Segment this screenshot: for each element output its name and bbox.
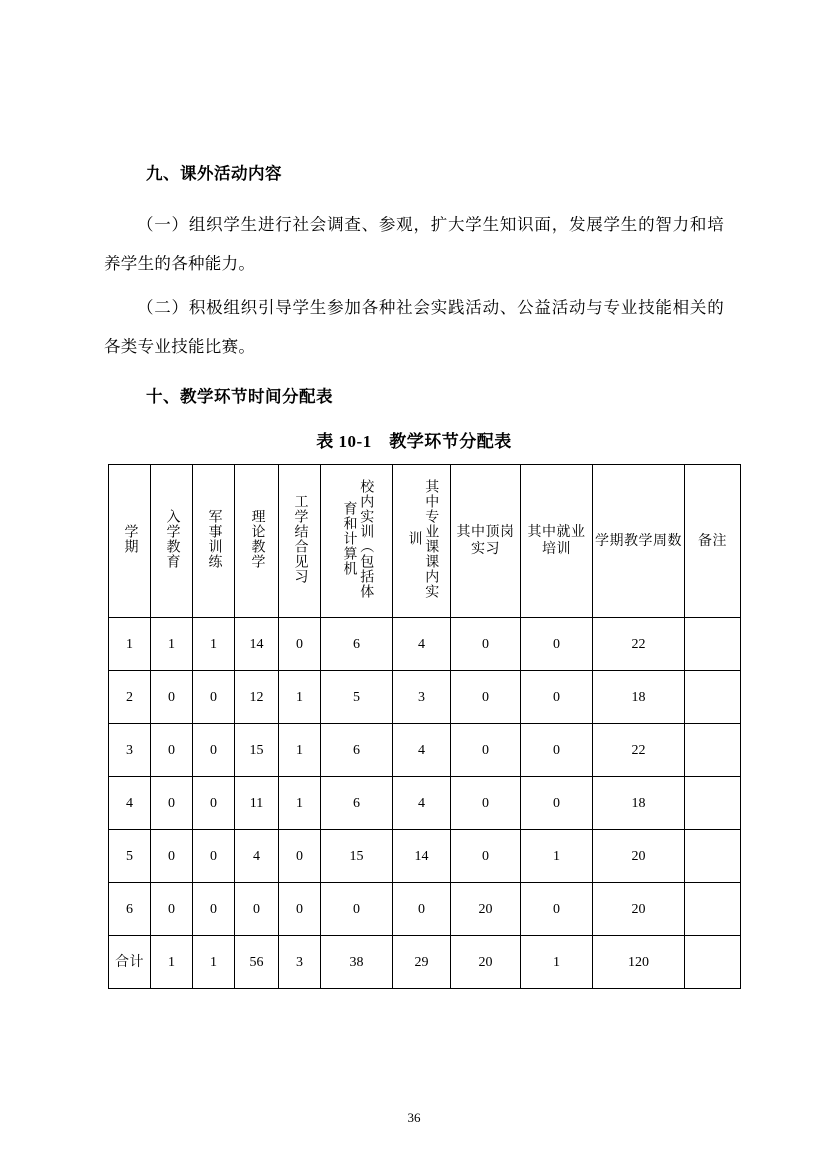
cell-military-training: 1 xyxy=(193,936,235,989)
cell-post-internship: 0 xyxy=(451,671,521,724)
cell-semester: 5 xyxy=(109,830,151,883)
cell-military-training: 0 xyxy=(193,883,235,936)
header-text: 学期 xyxy=(122,523,138,554)
header-text: 学期教学周数 xyxy=(595,533,682,549)
cell-teaching-weeks: 22 xyxy=(593,618,685,671)
table-row xyxy=(109,777,741,830)
cell-employment-training: 0 xyxy=(521,618,593,671)
total-label: 合计 xyxy=(115,954,144,970)
cell-semester: 4 xyxy=(109,777,151,830)
cell-entrance-education: 1 xyxy=(151,936,193,989)
cell-work-study: 1 xyxy=(279,777,321,830)
header-cell-major-course-training xyxy=(393,465,451,618)
header-cell-employment-training xyxy=(521,465,593,618)
teaching-schedule-table xyxy=(108,464,741,989)
header-cell-military-training xyxy=(193,465,235,618)
cell-teaching-weeks: 20 xyxy=(593,883,685,936)
cell-theory-teaching: 15 xyxy=(235,724,279,777)
header-cell-remarks xyxy=(685,465,741,618)
cell-entrance-education: 0 xyxy=(151,883,193,936)
cell-campus-training: 15 xyxy=(321,830,393,883)
table-row xyxy=(109,671,741,724)
section-nine-heading: 九、课外活动内容 xyxy=(146,164,282,183)
cell-teaching-weeks: 20 xyxy=(593,830,685,883)
header-cell-work-study xyxy=(279,465,321,618)
cell-military-training: 0 xyxy=(193,671,235,724)
table-row xyxy=(109,618,741,671)
header-text: 入学教育 xyxy=(164,508,180,569)
table-row xyxy=(109,830,741,883)
cell-semester: 1 xyxy=(109,618,151,671)
cell-post-internship: 20 xyxy=(451,883,521,936)
cell-campus-training: 0 xyxy=(321,883,393,936)
cell-post-internship: 0 xyxy=(451,618,521,671)
header-text: 其中顶岗实习 xyxy=(456,525,515,557)
cell-theory-teaching: 11 xyxy=(235,777,279,830)
cell-campus-training: 6 xyxy=(321,724,393,777)
paragraph-one: （一）组织学生进行社会调查、参观，扩大学生知识面，发展学生的智力和培养学生的各种能力。 xyxy=(104,215,724,273)
cell-employment-training: 0 xyxy=(521,724,593,777)
cell-major-course-training: 3 xyxy=(393,671,451,724)
cell-employment-training: 0 xyxy=(521,671,593,724)
cell-theory-teaching: 12 xyxy=(235,671,279,724)
table-header-row xyxy=(109,465,741,618)
cell-major-course-training: 4 xyxy=(393,618,451,671)
cell-theory-teaching: 4 xyxy=(235,830,279,883)
cell-theory-teaching: 56 xyxy=(235,936,279,989)
cell-semester: 6 xyxy=(109,883,151,936)
section-ten-heading: 十、教学环节时间分配表 xyxy=(146,387,333,406)
header-cell-campus-training xyxy=(321,465,393,618)
cell-remarks xyxy=(685,777,741,830)
cell-remarks xyxy=(685,724,741,777)
header-text: 工学结合见习 xyxy=(292,493,308,584)
cell-remarks xyxy=(685,830,741,883)
table-total-row xyxy=(109,936,741,989)
cell-work-study: 1 xyxy=(279,671,321,724)
cell-remarks xyxy=(685,618,741,671)
cell-teaching-weeks: 18 xyxy=(593,671,685,724)
table-row xyxy=(109,724,741,777)
header-cell-semester xyxy=(109,465,151,618)
cell-work-study: 1 xyxy=(279,724,321,777)
cell-entrance-education: 0 xyxy=(151,724,193,777)
cell-employment-training: 1 xyxy=(521,936,593,989)
header-text: 军事训练 xyxy=(206,508,222,569)
cell-work-study: 0 xyxy=(279,830,321,883)
cell-semester: 2 xyxy=(109,671,151,724)
table-caption: 表 10-1 教学环节分配表 xyxy=(316,432,512,451)
cell-military-training: 0 xyxy=(193,724,235,777)
page-content xyxy=(104,0,727,1170)
cell-post-internship: 0 xyxy=(451,830,521,883)
cell-employment-training: 0 xyxy=(521,777,593,830)
cell-theory-teaching: 0 xyxy=(235,883,279,936)
cell-semester: 3 xyxy=(109,724,151,777)
cell-military-training: 0 xyxy=(193,830,235,883)
cell-military-training: 1 xyxy=(193,618,235,671)
cell-campus-training: 6 xyxy=(321,777,393,830)
cell-employment-training: 0 xyxy=(521,883,593,936)
paragraph-two: （二）积极组织引导学生参加各种社会实践活动、公益活动与专业技能相关的各类专业技能比赛。 xyxy=(104,298,724,356)
header-cell-entrance-education xyxy=(151,465,193,618)
header-cell-post-internship xyxy=(451,465,521,618)
cell-teaching-weeks: 120 xyxy=(593,936,685,989)
cell-entrance-education: 0 xyxy=(151,671,193,724)
cell-semester xyxy=(109,936,151,989)
header-text: 校内实训（包括体育和计算机 xyxy=(341,478,374,599)
cell-campus-training: 38 xyxy=(321,936,393,989)
cell-entrance-education: 0 xyxy=(151,777,193,830)
cell-major-course-training: 29 xyxy=(393,936,451,989)
cell-work-study: 0 xyxy=(279,883,321,936)
cell-entrance-education: 0 xyxy=(151,830,193,883)
cell-post-internship: 0 xyxy=(451,724,521,777)
cell-remarks xyxy=(685,936,741,989)
cell-teaching-weeks: 22 xyxy=(593,724,685,777)
page-number: 36 xyxy=(407,1110,421,1125)
header-cell-theory-teaching xyxy=(235,465,279,618)
cell-work-study: 3 xyxy=(279,936,321,989)
cell-military-training: 0 xyxy=(193,777,235,830)
header-text: 理论教学 xyxy=(249,508,265,569)
header-text: 其中专业课课内实训 xyxy=(406,478,439,599)
cell-entrance-education: 1 xyxy=(151,618,193,671)
cell-theory-teaching: 14 xyxy=(235,618,279,671)
cell-teaching-weeks: 18 xyxy=(593,777,685,830)
cell-remarks xyxy=(685,883,741,936)
cell-employment-training: 1 xyxy=(521,830,593,883)
cell-major-course-training: 4 xyxy=(393,724,451,777)
header-text: 其中就业培训 xyxy=(527,525,586,557)
cell-post-internship: 20 xyxy=(451,936,521,989)
cell-remarks xyxy=(685,671,741,724)
cell-work-study: 0 xyxy=(279,618,321,671)
cell-major-course-training: 0 xyxy=(393,883,451,936)
cell-campus-training: 6 xyxy=(321,618,393,671)
cell-major-course-training: 4 xyxy=(393,777,451,830)
cell-campus-training: 5 xyxy=(321,671,393,724)
header-text: 备注 xyxy=(698,533,727,549)
cell-post-internship: 0 xyxy=(451,777,521,830)
header-cell-teaching-weeks xyxy=(593,465,685,618)
table-row xyxy=(109,883,741,936)
cell-major-course-training: 14 xyxy=(393,830,451,883)
